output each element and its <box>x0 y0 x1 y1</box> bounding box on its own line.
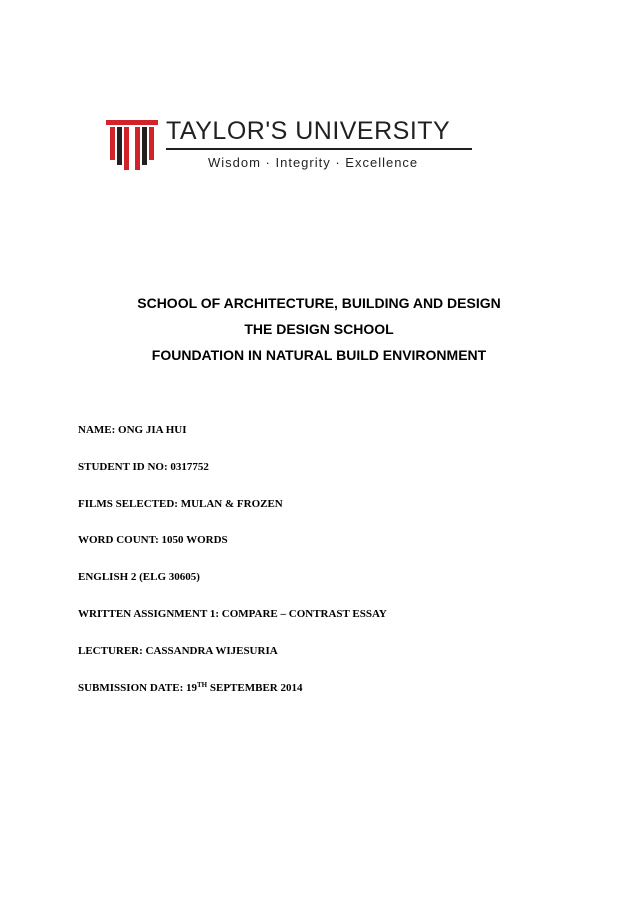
submission-date-rest: SEPTEMBER 2014 <box>207 681 303 694</box>
course-code: ENGLISH 2 (ELG 30605) <box>78 571 200 584</box>
student-details <box>78 421 578 715</box>
university-crest-icon <box>106 116 158 174</box>
university-logo <box>106 116 472 174</box>
university-name: TAYLOR'S UNIVERSITY <box>166 117 451 145</box>
submission-date-label: SUBMISSION DATE: 19 <box>78 681 197 694</box>
student-id: STUDENT ID NO: 0317752 <box>78 460 209 473</box>
films-selected: FILMS SELECTED: MULAN & FROZEN <box>78 497 283 510</box>
assignment-title: WRITTEN ASSIGNMENT 1: COMPARE – CONTRAST ESSAY <box>78 607 387 620</box>
student-name: NAME: ONG JIA HUI <box>78 424 187 436</box>
submission-date <box>78 679 578 716</box>
lecturer-name: LECTURER: CASSANDRA WIJESURIA <box>78 644 278 657</box>
ordinal-suffix: TH <box>197 680 208 689</box>
programme-heading: FOUNDATION IN NATURAL BUILD ENVIRONMENT <box>151 347 487 363</box>
school-heading: SCHOOL OF ARCHITECTURE, BUILDING AND DESIGN <box>137 295 501 311</box>
department-heading: THE DESIGN SCHOOL <box>244 321 394 337</box>
university-tagline: Wisdom · Integrity · Excellence <box>208 155 419 170</box>
word-count: WORD COUNT: 1050 WORDS <box>78 534 228 547</box>
cover-headings <box>0 290 638 368</box>
logo-divider <box>166 148 472 150</box>
